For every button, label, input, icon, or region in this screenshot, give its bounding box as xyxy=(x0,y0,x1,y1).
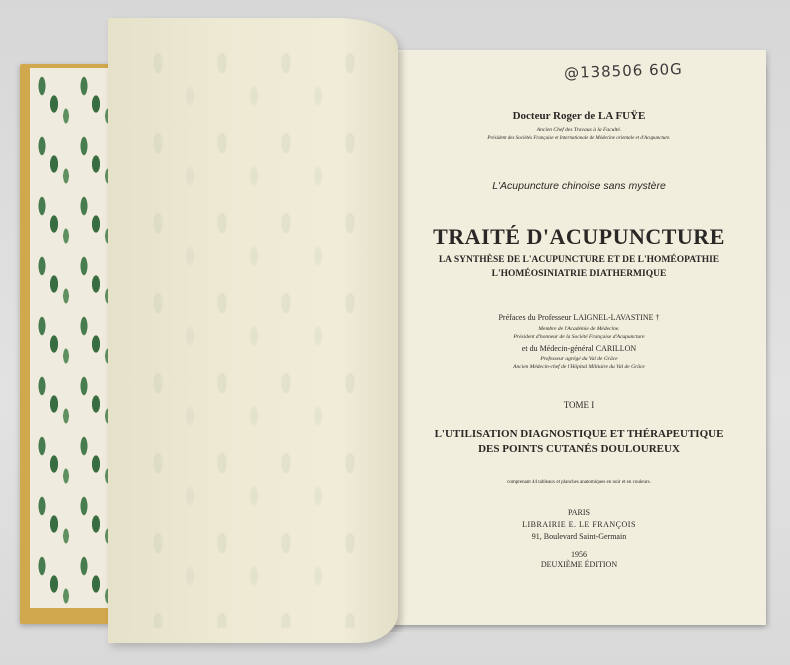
publisher-address: 91, Boulevard Saint-Germain xyxy=(531,532,627,541)
preface-2: et du Médecin-général CARILLON xyxy=(521,344,637,353)
edition-label: DEUXIÈME ÉDITION xyxy=(540,560,618,569)
publication-year: 1956 xyxy=(571,550,587,559)
subtitle-line-2: L'HOMÉOSINIATRIE DIATHERMIQUE xyxy=(491,269,667,279)
preface-1-role-a: Membre de l'Académie de Médecine. xyxy=(538,326,620,332)
volume-title-line-2: DES POINTS CUTANÉS DOULOUREUX xyxy=(478,443,680,455)
volume-title-line-1: L'UTILISATION DIAGNOSTIQUE ET THÉRAPEUTIQUE xyxy=(434,428,724,440)
preface-2-role-a: Professeur agrégé du Val de Grâce xyxy=(540,356,618,362)
preface-1: Préfaces du Professeur LAIGNEL-LAVASTINE † xyxy=(498,313,660,322)
show-through-pattern xyxy=(138,38,368,628)
preface-2-role-b: Ancien Médecin-chef de l'Hôpital Militaire du Val de Grâce xyxy=(513,364,645,370)
book-title: TRAITÉ D'ACUPUNCTURE xyxy=(433,224,725,249)
handwritten-annotation: @138506 60G xyxy=(563,59,684,83)
tissue-guard-page[interactable] xyxy=(108,18,398,643)
subtitle-line-1: LA SYNTHÈSE DE L'ACUPUNCTURE ET DE L'HOMÉOPATHIE xyxy=(438,255,720,265)
author-presidency: Président des Sociétés Française et Internationale de Médecine orientale et d'Acupuncture. xyxy=(487,136,671,141)
author-role: Ancien Chef des Travaux à la Faculté. xyxy=(536,127,622,133)
series-title: L'Acupuncture chinoise sans mystère xyxy=(492,180,666,192)
contents-note: comprenant 44 tableaux et planches anatomiques en noir et en couleurs. xyxy=(507,480,651,485)
publication-place: PARIS xyxy=(568,508,590,517)
publisher-name: LIBRAIRIE E. LE FRANÇOIS xyxy=(522,520,636,529)
preface-1-role-b: Président d'honneur de la Société Française d'Acupuncture xyxy=(513,334,645,340)
author-name: Docteur Roger de LA FUŸE xyxy=(512,110,646,122)
title-page xyxy=(392,50,766,625)
tome-label: TOME I xyxy=(563,400,595,410)
